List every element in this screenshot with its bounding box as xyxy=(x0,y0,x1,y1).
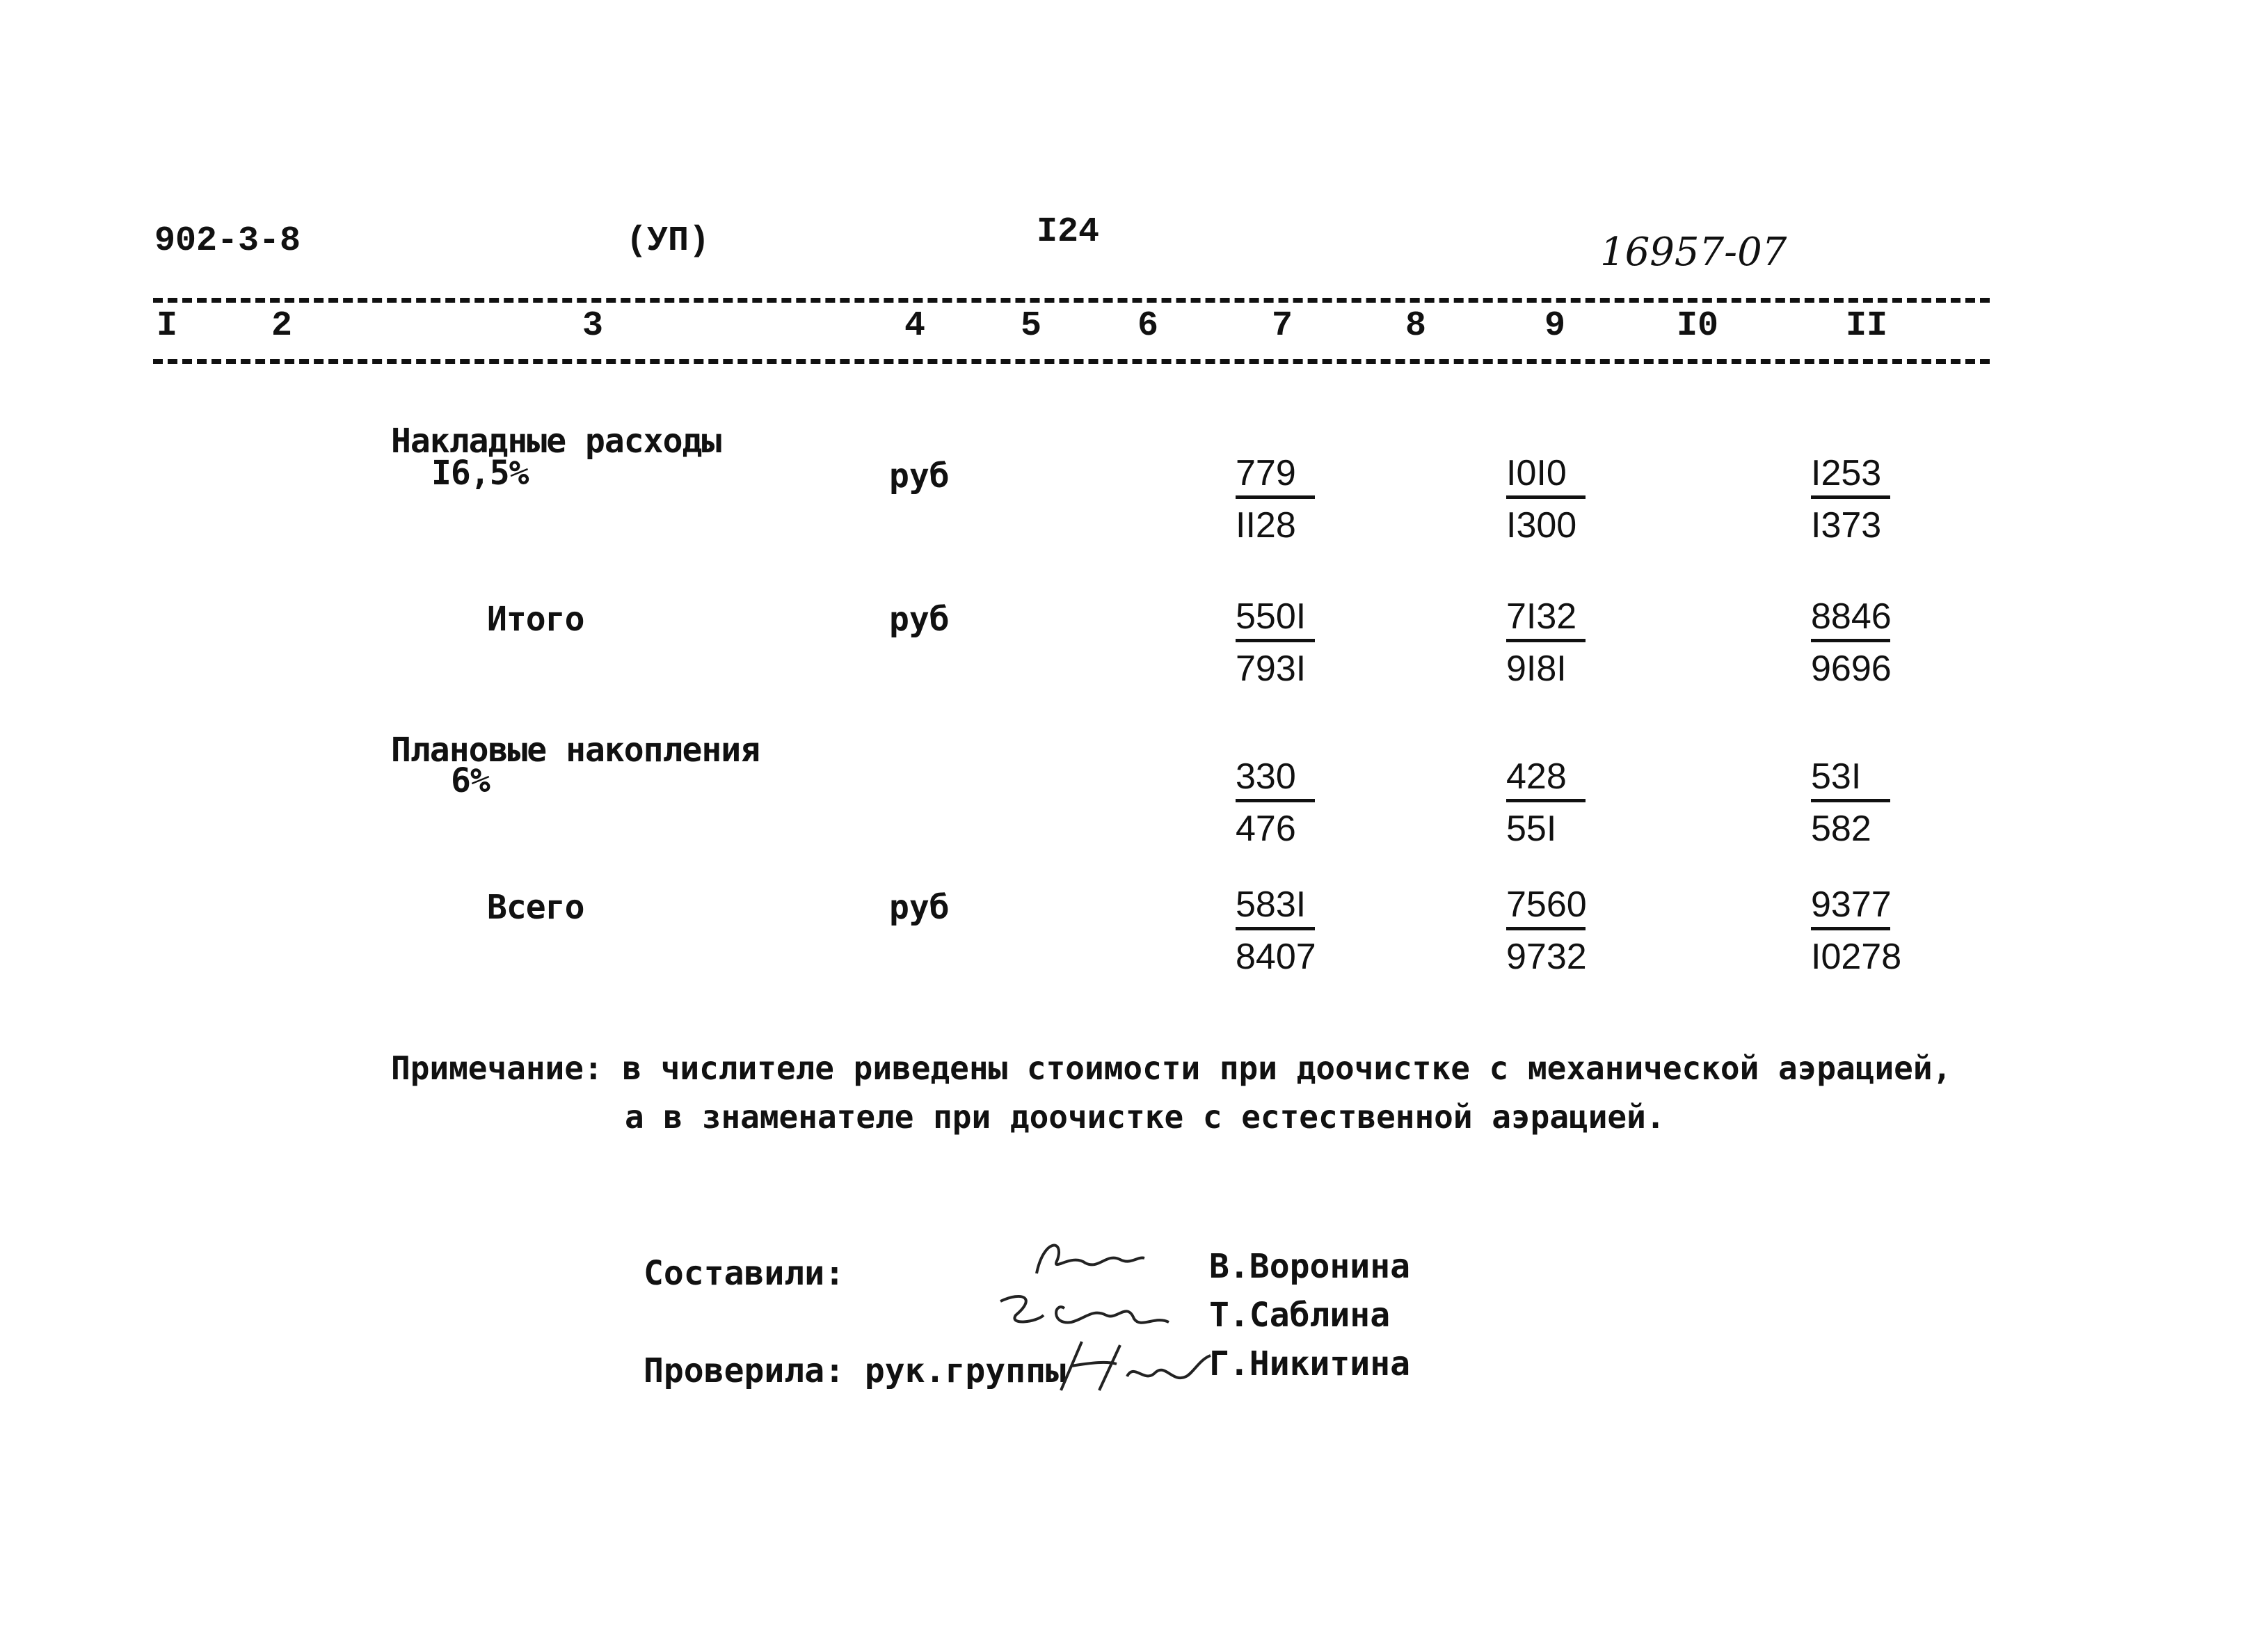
denominator: I0278 xyxy=(1811,937,1902,977)
column-number-5: 5 xyxy=(1020,306,1042,346)
document-code: 902-3-8 xyxy=(154,221,301,261)
row-label-total: Всего xyxy=(487,888,584,927)
numerator: 53I xyxy=(1811,756,1890,802)
denominator: 9732 xyxy=(1506,937,1587,977)
cell-subtotal-col9 xyxy=(1506,596,1590,690)
numerator: 8846 xyxy=(1811,596,1890,642)
column-number-1: I xyxy=(156,306,178,346)
numerator: I253 xyxy=(1811,452,1890,499)
row-unit-overhead: руб xyxy=(889,456,950,495)
row-label-overhead: Накладные расходы xyxy=(391,422,721,461)
denominator: 9696 xyxy=(1811,649,1892,689)
signer-name-1: В.Воронина xyxy=(1209,1247,1410,1286)
row-unit-total: руб xyxy=(889,888,950,927)
cell-overhead-col9 xyxy=(1506,452,1590,546)
denominator: 793I xyxy=(1236,649,1307,689)
cell-subtotal-col11 xyxy=(1811,596,1894,690)
cell-planned-savings-col9 xyxy=(1506,756,1590,850)
numerator: I0I0 xyxy=(1506,452,1586,499)
denominator: I373 xyxy=(1811,505,1882,546)
handwritten-document-number: 16957-07 xyxy=(1600,230,1787,275)
denominator: 9I8I xyxy=(1506,649,1567,689)
numerator: 7560 xyxy=(1506,884,1586,930)
column-number-2: 2 xyxy=(271,306,293,346)
row-sublabel-planned-savings-percent: 6% xyxy=(451,761,490,800)
cell-overhead-col7 xyxy=(1236,452,1319,546)
column-number-8: 8 xyxy=(1405,306,1427,346)
cell-total-col7 xyxy=(1236,884,1319,978)
numerator: 9377 xyxy=(1811,884,1890,930)
cell-total-col9 xyxy=(1506,884,1590,978)
numerator: 779 xyxy=(1236,452,1315,499)
column-number-7: 7 xyxy=(1271,306,1293,346)
row-label-planned-savings: Плановые накопления xyxy=(391,731,760,770)
cell-subtotal-col7 xyxy=(1236,596,1319,690)
cell-total-col11 xyxy=(1811,884,1902,978)
numerator: 428 xyxy=(1506,756,1586,802)
cell-planned-savings-col11 xyxy=(1811,756,1894,850)
signer-name-3: Г.Никитина xyxy=(1209,1344,1410,1383)
compiled-by-label: Составили: xyxy=(644,1254,845,1293)
cell-planned-savings-col7 xyxy=(1236,756,1319,850)
checked-by-label: Проверила: рук.группы xyxy=(644,1351,1066,1390)
denominator: II28 xyxy=(1236,505,1296,546)
denominator: 582 xyxy=(1811,809,1871,849)
note-line-1: Примечание: в числителе риведены стоимости при доочистке с механической аэрацией, xyxy=(391,1049,1952,1087)
section-code: (УП) xyxy=(626,221,710,261)
numerator: 330 xyxy=(1236,756,1315,802)
row-sublabel-overhead-percent: I6,5% xyxy=(431,454,529,493)
column-number-4: 4 xyxy=(904,306,926,346)
column-number-10: I0 xyxy=(1676,306,1719,346)
handwritten-signature-3 xyxy=(1051,1335,1217,1408)
column-number-11: II xyxy=(1845,306,1888,346)
denominator: 476 xyxy=(1236,809,1296,849)
table-top-rule xyxy=(153,298,1990,303)
column-number-9: 9 xyxy=(1544,306,1566,346)
denominator: 8407 xyxy=(1236,937,1316,977)
column-number-6: 6 xyxy=(1137,306,1159,346)
note-line-2: а в знаменателе при доочистке с естественной аэрацией. xyxy=(625,1098,1666,1136)
denominator: 55I xyxy=(1506,809,1557,849)
column-number-3: 3 xyxy=(582,306,604,346)
page-number: I24 xyxy=(1037,212,1100,252)
numerator: 7I32 xyxy=(1506,596,1586,642)
numerator: 583I xyxy=(1236,884,1315,930)
table-header-rule xyxy=(153,359,1990,364)
denominator: I300 xyxy=(1506,505,1577,546)
row-label-subtotal: Итого xyxy=(487,600,584,639)
signer-name-2: Т.Саблина xyxy=(1209,1296,1391,1335)
cell-overhead-col11 xyxy=(1811,452,1894,546)
numerator: 550I xyxy=(1236,596,1315,642)
row-unit-subtotal: руб xyxy=(889,600,950,639)
